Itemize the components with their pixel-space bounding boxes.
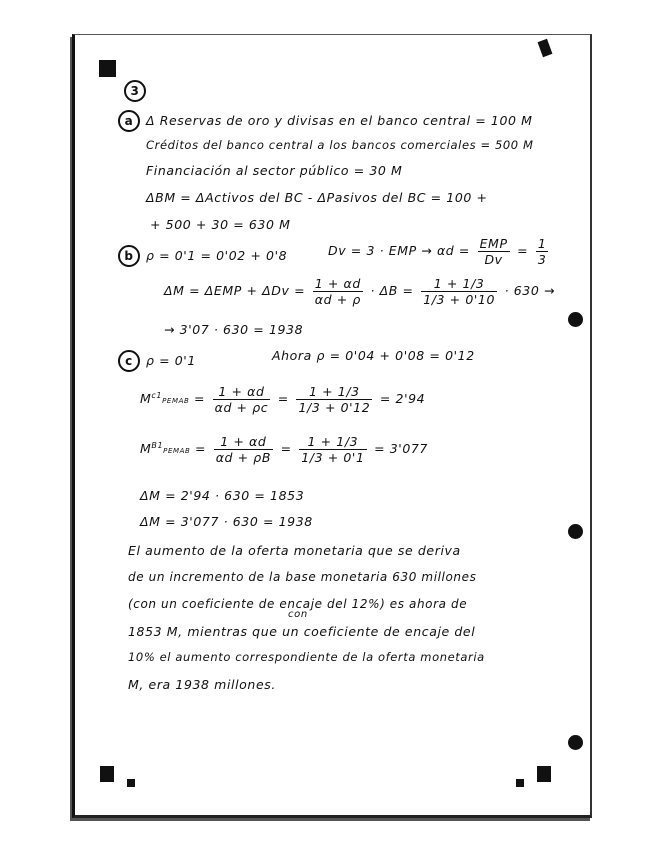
part-c-label: c [118,350,140,372]
part-c-multiplier-1: $M^{c1}PEMAB$ = $\frac{1 + \alpha d}{\alpha d + \rho c}$ = $\frac{1 + 1/3}{1/3 + 0'12}$ = 2'94 [140,384,426,415]
part-c-dm-1: ΔM = 2'94 · 630 = 1853 [140,488,305,503]
part-c-ahora: Ahora ρ = 0'04 + 0'08 = 0'12 [272,348,475,363]
binder-hole-3 [568,735,583,750]
part-c-line-1: c ρ = 0'1 [118,350,196,372]
problem-number: 3 [124,80,152,102]
part-a-line-3: Financiación al sector público = 30 M [146,163,403,178]
part-b-label: b [118,245,140,267]
part-a-line-5: + 500 + 30 = 630 M [150,217,291,232]
conclusion-line-2: de un incremento de la base monetaria 630 millones [128,570,477,584]
corner-marker-bottom-left-small [127,779,135,787]
part-a-line-2: Créditos del banco central a los bancos comerciales = 500 M [146,138,534,152]
corner-marker-bottom-right [537,766,551,782]
binder-hole-2 [568,524,583,539]
corner-marker-bottom-right-small [516,779,524,787]
con-note: con [288,609,308,620]
corner-marker-bottom-left [100,766,114,782]
conclusion-line-1: El aumento de la oferta monetaria que se deriva [128,543,461,558]
conclusion-line-3: (con un coeficiente de encaje del 12%) es ahora de [128,597,468,611]
conclusion-line-5: 10% el aumento correspondiente de la oferta monetaria [128,650,485,664]
corner-marker-top-left [99,60,116,77]
part-b-result: → 3'07 · 630 = 1938 [164,322,304,337]
part-c-multiplier-2: $M^{B1}PEMAB$ = $\frac{1 + \alpha d}{\alpha d + \rho B}$ = $\frac{1 + 1/3}{1/3 + 0'1}$ = 3'077 [140,434,428,465]
part-a-line-1: a Δ Reservas de oro y divisas en el banco central = 100 M [118,110,533,132]
part-c-dm-2: ΔM = 3'077 · 630 = 1938 [140,514,313,529]
conclusion-line-4: 1853 M, mientras que un coeficiente de encaje del [128,624,476,639]
part-a-line-4: ΔBM = ΔActivos del BC - ΔPasivos del BC = 100 + [146,190,488,205]
part-a-label: a [118,110,140,132]
part-b-dm: ΔM = ΔEMP + ΔDv = $\frac{1 + \alpha d}{\alpha d + \rho}$ · ΔB = $\frac{1 + 1/3}{1/3 + 0'10}$ · 630 → [164,276,556,307]
binder-hole-1 [568,312,583,327]
part-b-line-1: b ρ = 0'1 = 0'02 + 0'8 [118,245,287,267]
conclusion-line-6: M, era 1938 millones. [128,677,276,692]
part-b-dv: Dv = 3 · EMP → αd = $\frac{\text{EMP}}{Dv}$ = $\frac{1}{3}$ [328,236,547,267]
